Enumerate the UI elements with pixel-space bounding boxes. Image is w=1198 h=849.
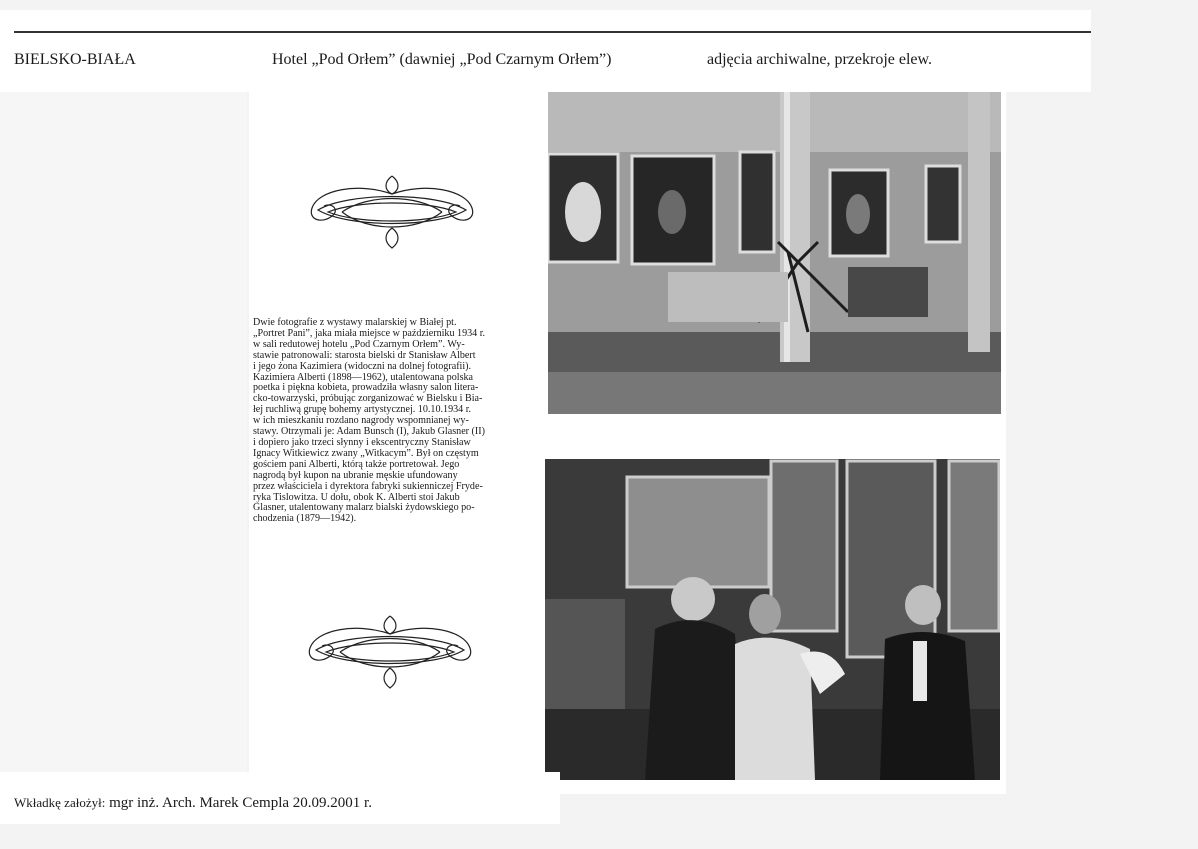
caption-line: i jego żona Kazimiera (widoczni na dolnej fotografii). [253,360,472,372]
caption-line: chodzenia (1879—1942). [253,513,357,525]
caption-line: cko-towarzyski, próbując zorganizować w Bielsku i Bia- [253,393,483,405]
photo-caption [253,318,530,525]
flourish-top-icon [298,172,486,252]
caption-line: w sali redutowej hotelu „Pod Czarnym Orłem”. Wy- [253,338,465,350]
header-rule [14,31,1091,33]
caption-line: i dopiero jako trzeci słynny i ekscentryczny Stanisław [253,436,471,448]
caption-line: ryka Tislowitza. U dołu, obok K. Alberti stoi Jakub [253,491,460,503]
caption-line: łej ruchliwą grupę bohemy artystycznej. 10.10.1934 r. [253,404,472,416]
header-city: BIELSKO-BIAŁA [14,51,136,68]
caption-line: „Portret Pani”, jaka miała miejsce w październiku 1934 r. [253,327,486,339]
caption-line: Glasner, utalentowany malarz bialski żydowskiego po- [253,502,475,514]
header-subtitle: adjęcia archiwalne, przekroje elew. [707,51,933,68]
caption-line: Dwie fotografie z wystawy malarskiej w Białej pt. [253,317,457,328]
caption-line: gościem pani Alberti, którą także portretował. Jego [253,458,460,470]
exhibition-guests-photo [545,459,1000,780]
caption-line: poetka i piękna kobieta, prowadziła własny salon litera- [253,382,479,394]
header-title: Hotel „Pod Orłem” (dawniej „Pod Czarnym Orłem”) [272,51,612,68]
caption-line: Ignacy Witkiewicz zwany „Witkacym”. Był on częstym [253,447,479,459]
caption-line: Kazimiera Alberti (1898—1962), utalentowana polska [253,371,474,383]
footer-label: Wkładkę założył: [14,795,106,810]
left-margin [0,92,247,772]
footer [14,795,372,812]
caption-line: w ich mieszkaniu rozdano nagrody wspomnianej wy- [253,415,469,427]
footer-text: mgr inż. Arch. Marek Cempla 20.09.2001 r. [109,795,372,811]
caption-line: stawy. Otrzymali je: Adam Bunsch (I), Jakub Glasner (II) [253,426,485,438]
exhibition-hall-photo [548,92,1001,414]
caption-line: nagrodą był kupon na ubranie męskie ufundowany [253,469,458,481]
flourish-bottom-icon [296,612,484,692]
caption-line: przez właściciela i dyrektora fabryki sukienniczej Fryde- [253,480,483,492]
caption-line: stawie patronowali: starosta bielski dr Stanisław Albert [253,349,476,361]
